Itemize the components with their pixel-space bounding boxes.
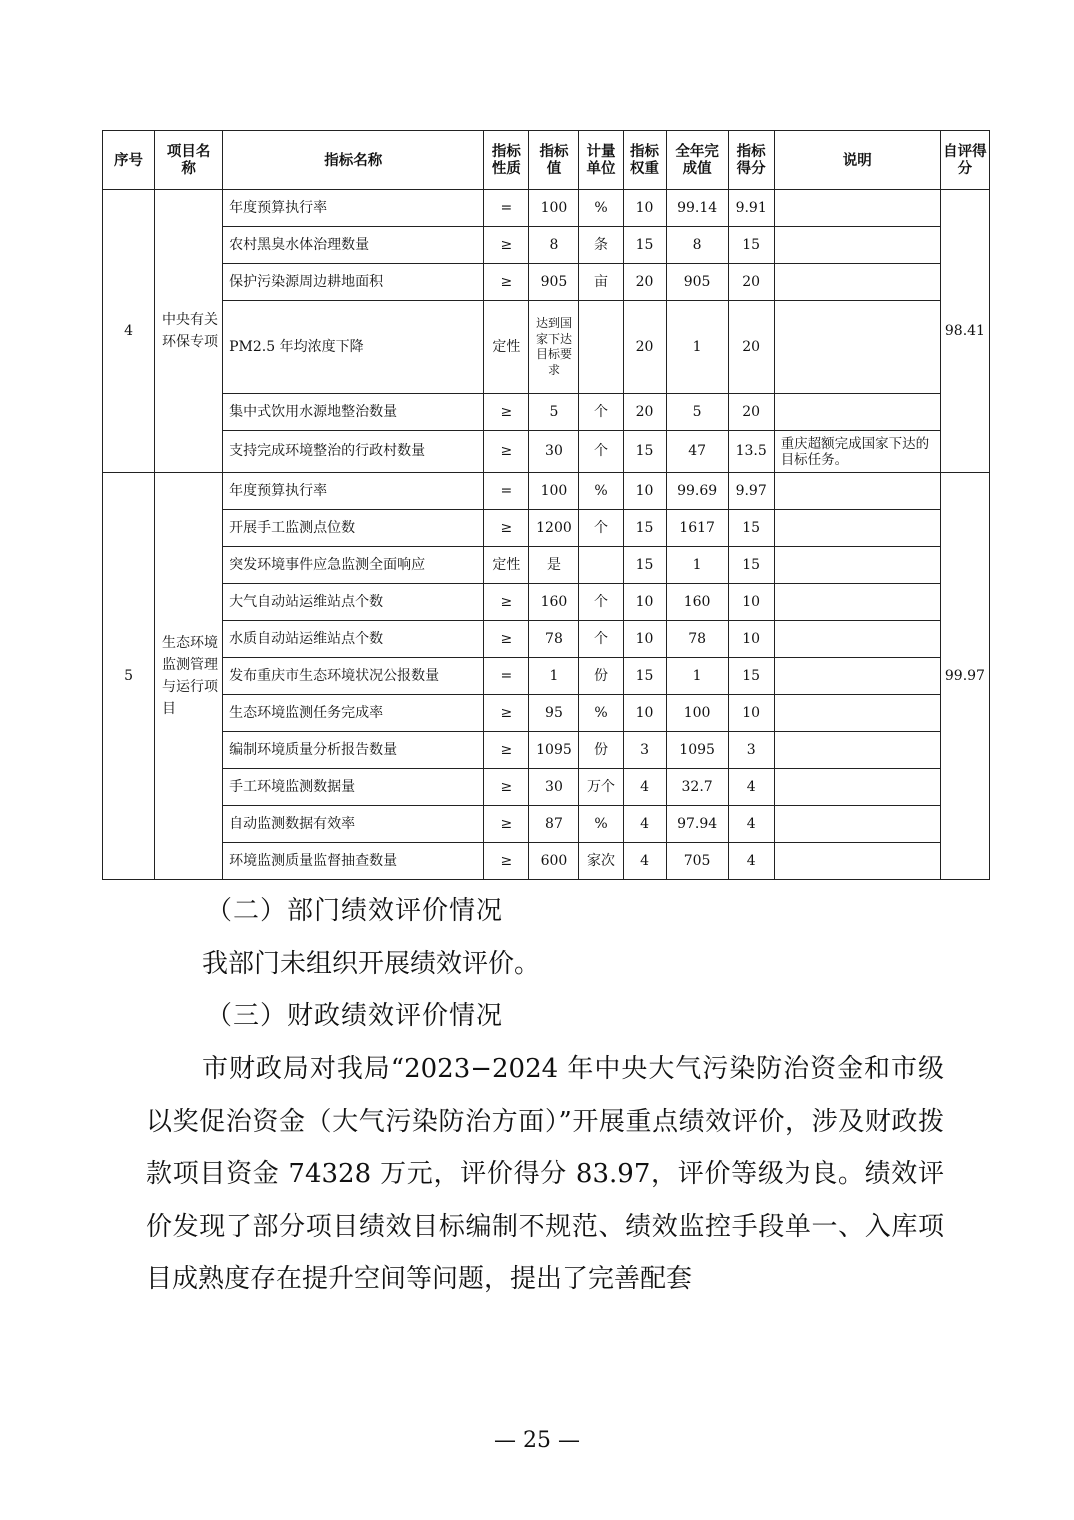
indicator-note xyxy=(774,806,940,843)
indicator-actual: 160 xyxy=(666,584,728,621)
indicator-weight: 10 xyxy=(623,621,666,658)
indicator-nature: ≥ xyxy=(484,227,529,264)
indicator-note: 重庆超额完成国家下达的目标任务。 xyxy=(774,431,940,473)
header-nature: 指标性质 xyxy=(484,131,529,190)
indicator-score: 10 xyxy=(728,695,774,732)
indicator-unit xyxy=(579,301,623,394)
indicator-unit: 个 xyxy=(579,394,623,431)
indicator-value: 87 xyxy=(529,806,579,843)
indicator-unit: 份 xyxy=(579,658,623,695)
indicator-name: 生态环境监测任务完成率 xyxy=(223,695,484,732)
header-project: 项目名称 xyxy=(155,131,223,190)
section-3-text: 市财政局对我局“2023−2024 年中央大气污染防治资金和市级以奖促治资金（大气污染防治方面）”开展重点绩效评价，涉及财政拨款项目资金 74328 万元，评价得分 83.97，评价等级为良。绩效评价发现了部分项目绩效目标编制不规范、绩效监控手段单一、入库项目成熟度存在提升空间等问题，提出了完善配套 xyxy=(146,1054,944,1294)
indicator-unit: 个 xyxy=(579,510,623,547)
table-row xyxy=(103,732,990,769)
indicator-value: 1095 xyxy=(529,732,579,769)
indicator-actual: 99.69 xyxy=(666,473,728,510)
table-row xyxy=(103,510,990,547)
row-self-score: 98.41 xyxy=(940,190,989,473)
indicator-note xyxy=(774,547,940,584)
indicator-note xyxy=(774,732,940,769)
table-row xyxy=(103,695,990,732)
indicator-score: 10 xyxy=(728,621,774,658)
table-row xyxy=(103,769,990,806)
indicator-weight: 20 xyxy=(623,301,666,394)
indicator-name: 水质自动站运维站点个数 xyxy=(223,621,484,658)
table-row xyxy=(103,264,990,301)
header-seq: 序号 xyxy=(103,131,155,190)
indicator-value: 905 xyxy=(529,264,579,301)
table-row xyxy=(103,547,990,584)
indicator-weight: 20 xyxy=(623,394,666,431)
indicator-actual: 1095 xyxy=(666,732,728,769)
table-row xyxy=(103,806,990,843)
indicator-actual: 97.94 xyxy=(666,806,728,843)
indicator-actual: 100 xyxy=(666,695,728,732)
indicator-weight: 20 xyxy=(623,264,666,301)
indicator-value: 100 xyxy=(529,190,579,227)
row-project-name: 生态环境监测管理与运行项目 xyxy=(155,473,223,880)
indicator-nature: 定性 xyxy=(484,547,529,584)
indicator-nature: ≥ xyxy=(484,843,529,880)
indicator-score: 20 xyxy=(728,394,774,431)
table-body xyxy=(103,190,990,880)
row-seq: 4 xyxy=(103,190,155,473)
indicator-note xyxy=(774,769,940,806)
indicator-score: 15 xyxy=(728,658,774,695)
header-indicator-name: 指标名称 xyxy=(223,131,484,190)
indicator-unit: % xyxy=(579,473,623,510)
indicator-unit: % xyxy=(579,190,623,227)
page-number: — 25 — xyxy=(494,1428,580,1453)
indicator-unit: 亩 xyxy=(579,264,623,301)
indicator-score: 4 xyxy=(728,843,774,880)
indicator-name: 保护污染源周边耕地面积 xyxy=(223,264,484,301)
indicator-actual: 32.7 xyxy=(666,769,728,806)
table-row xyxy=(103,621,990,658)
row-project-name: 中央有关环保专项 xyxy=(155,190,223,473)
indicator-weight: 15 xyxy=(623,658,666,695)
indicator-note xyxy=(774,227,940,264)
indicator-name: 年度预算执行率 xyxy=(223,190,484,227)
indicator-note xyxy=(774,264,940,301)
indicator-nature: ≥ xyxy=(484,431,529,473)
indicator-note xyxy=(774,695,940,732)
indicator-nature: = xyxy=(484,658,529,695)
indicator-nature: = xyxy=(484,473,529,510)
row-self-score: 99.97 xyxy=(940,473,989,880)
indicator-weight: 10 xyxy=(623,695,666,732)
indicator-weight: 15 xyxy=(623,510,666,547)
indicator-nature: 定性 xyxy=(484,301,529,394)
table-row xyxy=(103,301,990,394)
table-row xyxy=(103,394,990,431)
table-row xyxy=(103,227,990,264)
header-value: 指标值 xyxy=(529,131,579,190)
indicator-value: 30 xyxy=(529,769,579,806)
header-score: 指标得分 xyxy=(728,131,774,190)
indicator-nature: ≥ xyxy=(484,264,529,301)
indicator-note xyxy=(774,394,940,431)
indicator-note xyxy=(774,510,940,547)
indicator-actual: 1 xyxy=(666,301,728,394)
indicator-nature: ≥ xyxy=(484,806,529,843)
indicator-note xyxy=(774,301,940,394)
indicator-value: 100 xyxy=(529,473,579,510)
indicator-value: 30 xyxy=(529,431,579,473)
indicator-weight: 10 xyxy=(623,190,666,227)
table-row xyxy=(103,190,990,227)
indicator-name: 集中式饮用水源地整治数量 xyxy=(223,394,484,431)
indicator-note xyxy=(774,843,940,880)
row-seq: 5 xyxy=(103,473,155,880)
indicator-unit: 个 xyxy=(579,584,623,621)
indicator-score: 9.91 xyxy=(728,190,774,227)
indicator-nature: ≥ xyxy=(484,510,529,547)
header-unit: 计量单位 xyxy=(579,131,623,190)
indicator-unit xyxy=(579,547,623,584)
indicator-note xyxy=(774,658,940,695)
indicator-score: 3 xyxy=(728,732,774,769)
indicator-value: 8 xyxy=(529,227,579,264)
indicator-nature: ≥ xyxy=(484,394,529,431)
indicator-nature: ≥ xyxy=(484,621,529,658)
indicator-note xyxy=(774,621,940,658)
indicator-score: 9.97 xyxy=(728,473,774,510)
table-row xyxy=(103,584,990,621)
indicator-note xyxy=(774,584,940,621)
indicator-nature: ≥ xyxy=(484,584,529,621)
indicator-name: 编制环境质量分析报告数量 xyxy=(223,732,484,769)
header-actual: 全年完成值 xyxy=(666,131,728,190)
indicator-unit: 家次 xyxy=(579,843,623,880)
indicator-score: 20 xyxy=(728,301,774,394)
indicator-actual: 99.14 xyxy=(666,190,728,227)
indicator-score: 20 xyxy=(728,264,774,301)
section-3-heading: （三）财政绩效评价情况 xyxy=(206,1001,504,1031)
indicator-weight: 10 xyxy=(623,473,666,510)
indicator-name: 突发环境事件应急监测全面响应 xyxy=(223,547,484,584)
indicator-weight: 4 xyxy=(623,843,666,880)
section-2-heading: （二）部门绩效评价情况 xyxy=(206,896,504,926)
indicator-value: 5 xyxy=(529,394,579,431)
indicator-value: 78 xyxy=(529,621,579,658)
table-row xyxy=(103,473,990,510)
indicator-actual: 1617 xyxy=(666,510,728,547)
header-note: 说明 xyxy=(774,131,940,190)
indicator-unit: 个 xyxy=(579,621,623,658)
indicator-weight: 15 xyxy=(623,431,666,473)
indicator-name: 支持完成环境整治的行政村数量 xyxy=(223,431,484,473)
indicator-unit: 个 xyxy=(579,431,623,473)
indicator-name: 环境监测质量监督抽查数量 xyxy=(223,843,484,880)
indicator-score: 4 xyxy=(728,806,774,843)
indicator-actual: 705 xyxy=(666,843,728,880)
performance-table xyxy=(102,130,990,880)
indicator-actual: 78 xyxy=(666,621,728,658)
table-row xyxy=(103,431,990,473)
indicator-nature: = xyxy=(484,190,529,227)
indicator-weight: 4 xyxy=(623,769,666,806)
indicator-value: 1200 xyxy=(529,510,579,547)
indicator-note xyxy=(774,190,940,227)
indicator-value: 1 xyxy=(529,658,579,695)
indicator-score: 15 xyxy=(728,227,774,264)
indicator-score: 15 xyxy=(728,547,774,584)
indicator-note xyxy=(774,473,940,510)
indicator-score: 4 xyxy=(728,769,774,806)
indicator-value: 达到国家下达目标要求 xyxy=(529,301,579,394)
indicator-score: 10 xyxy=(728,584,774,621)
indicator-name: 农村黑臭水体治理数量 xyxy=(223,227,484,264)
indicator-value: 600 xyxy=(529,843,579,880)
indicator-actual: 1 xyxy=(666,547,728,584)
indicator-name: 开展手工监测点位数 xyxy=(223,510,484,547)
indicator-nature: ≥ xyxy=(484,732,529,769)
indicator-actual: 1 xyxy=(666,658,728,695)
table-row xyxy=(103,658,990,695)
header-self-score: 自评得分 xyxy=(940,131,989,190)
indicator-value: 160 xyxy=(529,584,579,621)
table-header xyxy=(103,131,990,190)
section-2-text: 我部门未组织开展绩效评价。 xyxy=(202,949,541,979)
indicator-name: 大气自动站运维站点个数 xyxy=(223,584,484,621)
indicator-weight: 3 xyxy=(623,732,666,769)
indicator-nature: ≥ xyxy=(484,695,529,732)
indicator-actual: 5 xyxy=(666,394,728,431)
indicator-value: 95 xyxy=(529,695,579,732)
indicator-score: 15 xyxy=(728,510,774,547)
indicator-unit: 份 xyxy=(579,732,623,769)
indicator-name: 手工环境监测数据量 xyxy=(223,769,484,806)
indicator-weight: 10 xyxy=(623,584,666,621)
indicator-actual: 8 xyxy=(666,227,728,264)
indicator-value: 是 xyxy=(529,547,579,584)
indicator-actual: 905 xyxy=(666,264,728,301)
indicator-unit: 万个 xyxy=(579,769,623,806)
indicator-nature: ≥ xyxy=(484,769,529,806)
indicator-weight: 4 xyxy=(623,806,666,843)
indicator-name: 发布重庆市生态环境状况公报数量 xyxy=(223,658,484,695)
indicator-weight: 15 xyxy=(623,227,666,264)
indicator-name: 年度预算执行率 xyxy=(223,473,484,510)
table-row xyxy=(103,843,990,880)
header-weight: 指标权重 xyxy=(623,131,666,190)
indicator-weight: 15 xyxy=(623,547,666,584)
indicator-score: 13.5 xyxy=(728,431,774,473)
indicator-actual: 47 xyxy=(666,431,728,473)
indicator-name: 自动监测数据有效率 xyxy=(223,806,484,843)
indicator-unit: 条 xyxy=(579,227,623,264)
indicator-unit: % xyxy=(579,695,623,732)
indicator-name: PM2.5 年均浓度下降 xyxy=(223,301,484,394)
indicator-unit: % xyxy=(579,806,623,843)
